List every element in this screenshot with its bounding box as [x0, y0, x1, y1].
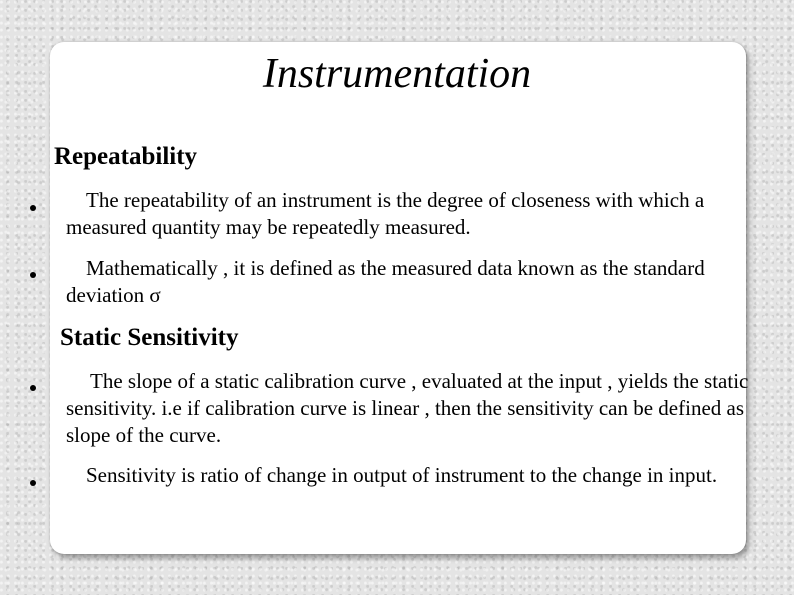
bullet-dot-icon — [30, 385, 36, 391]
section-heading-repeatability: Repeatability — [54, 143, 198, 170]
section-heading-static-sensitivity: Static Sensitivity — [60, 324, 239, 351]
bullet-dot-icon — [30, 272, 36, 278]
bullet-static-sensitivity-slope — [66, 368, 756, 449]
bullet-dot-icon — [30, 205, 36, 211]
bullet-text: The repeatability of an instrument is the degree of closeness with which a measured quantity may be repeatedly measured. — [66, 188, 705, 239]
bullet-repeatability-math — [66, 255, 756, 309]
bullet-text: Sensitivity is ratio of change in output of instrument to the change in input. — [86, 463, 718, 487]
slide-title: Instrumentation — [262, 51, 532, 97]
bullet-sensitivity-ratio — [66, 462, 756, 489]
bullet-text: Mathematically , it is defined as the measured data known as the standard deviation σ — [66, 256, 705, 307]
bullet-dot-icon — [30, 480, 36, 486]
bullet-text: The slope of a static calibration curve , evaluated at the input , yields the static sensitivity. i.e if calibration curve is linear , then the sensitivity can be defined as slope of the curve. — [66, 369, 749, 447]
bullet-repeatability-definition — [66, 187, 756, 241]
